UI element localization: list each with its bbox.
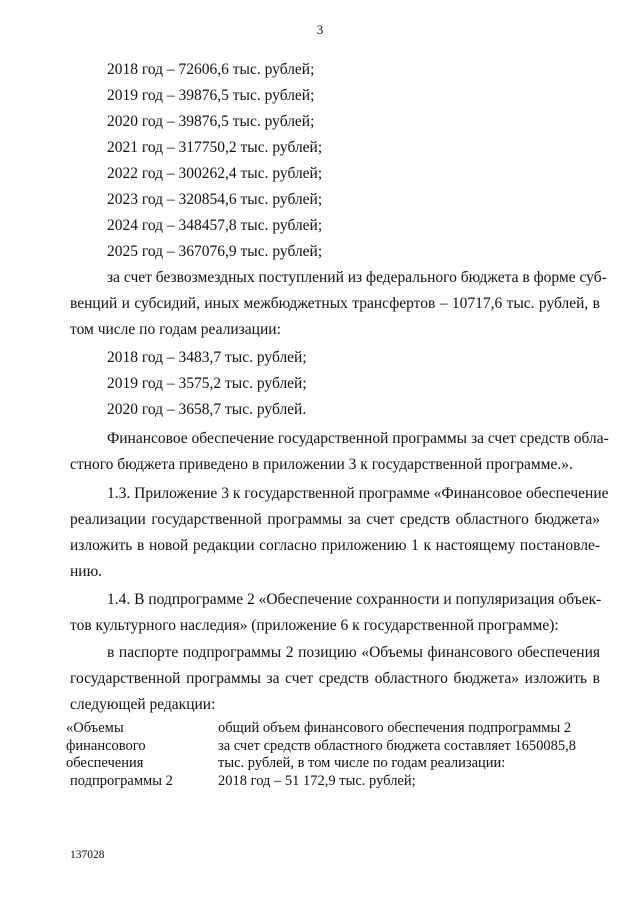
paragraph-line: венций и субсидий, иных межбюджетных трансфертов – 10717,6 тыс. рублей, в bbox=[70, 295, 600, 312]
year-line: 2025 год – 367076,9 тыс. рублей; bbox=[107, 243, 323, 260]
paragraph-line: нию. bbox=[70, 563, 103, 580]
table-label-line: обеспечения bbox=[66, 755, 144, 771]
paragraph-line: 1.3. Приложение 3 к государственной программе «Финансовое обеспечение bbox=[107, 485, 609, 502]
paragraph-line: за счет безвозмездных поступлений из федерального бюджета в форме суб- bbox=[107, 269, 607, 286]
table-value-line: общий объем финансового обеспечения подпрограммы 2 bbox=[218, 720, 572, 736]
paragraph-line: 1.4. В подпрограмме 2 «Обеспечение сохранности и популяризация объек- bbox=[107, 591, 602, 608]
table-label-line: финансового bbox=[66, 737, 146, 754]
table-value-cell bbox=[218, 720, 608, 790]
table-value-line: 2018 год – 51 172,9 тыс. рублей; bbox=[218, 772, 416, 789]
paragraph-line: изложить в новой редакции согласно приложению 1 к настоящему постановле- bbox=[70, 537, 600, 554]
year-line: 2023 год – 320854,6 тыс. рублей; bbox=[107, 191, 323, 208]
table-label-line: «Объемы bbox=[66, 720, 124, 736]
paragraph-line: тов культурного наследия» (приложение 6 к государственной программе): bbox=[70, 617, 559, 634]
table-value-line: тыс. рублей, в том числе по годам реализации: bbox=[218, 755, 506, 771]
paragraph-line: в паспорте подпрограммы 2 позицию «Объемы финансового обеспечения bbox=[107, 644, 600, 661]
paragraph-line: том числе по годам реализации: bbox=[70, 321, 281, 338]
paragraph-line: государственной программы за счет средств областного бюджета» изложить в bbox=[70, 670, 600, 687]
year-line: 2021 год – 317750,2 тыс. рублей; bbox=[107, 139, 323, 156]
page-number: 3 bbox=[316, 22, 324, 37]
year-line: 2018 год – 3483,7 тыс. рублей; bbox=[107, 349, 307, 366]
year-line: 2020 год – 39876,5 тыс. рублей; bbox=[107, 113, 315, 130]
table-label-line: подпрограммы 2 bbox=[70, 772, 173, 789]
year-line: 2022 год – 300262,4 тыс. рублей; bbox=[107, 165, 323, 182]
year-line: 2020 год – 3658,7 тыс. рублей. bbox=[107, 401, 307, 418]
year-line: 2019 год – 39876,5 тыс. рублей; bbox=[107, 87, 315, 104]
paragraph-line: стного бюджета приведено в приложении 3 к государственной программе.». bbox=[70, 456, 573, 473]
paragraph-line: следующей редакции: bbox=[70, 696, 216, 713]
year-line: 2019 год – 3575,2 тыс. рублей; bbox=[107, 375, 307, 392]
year-line: 2018 год – 72606,6 тыс. рублей; bbox=[107, 61, 315, 78]
table-value-line: за счет средств областного бюджета составляет 1650085,8 bbox=[218, 737, 577, 754]
year-line: 2024 год – 348457,8 тыс. рублей; bbox=[107, 217, 323, 234]
paragraph-line: Финансовое обеспечение государственной программы за счет средств обла- bbox=[107, 430, 609, 447]
table-label-cell bbox=[66, 720, 216, 790]
document-code: 137028 bbox=[70, 849, 105, 861]
paragraph-line: реализации государственной программы за счет средств областного бюджета» bbox=[70, 511, 600, 528]
